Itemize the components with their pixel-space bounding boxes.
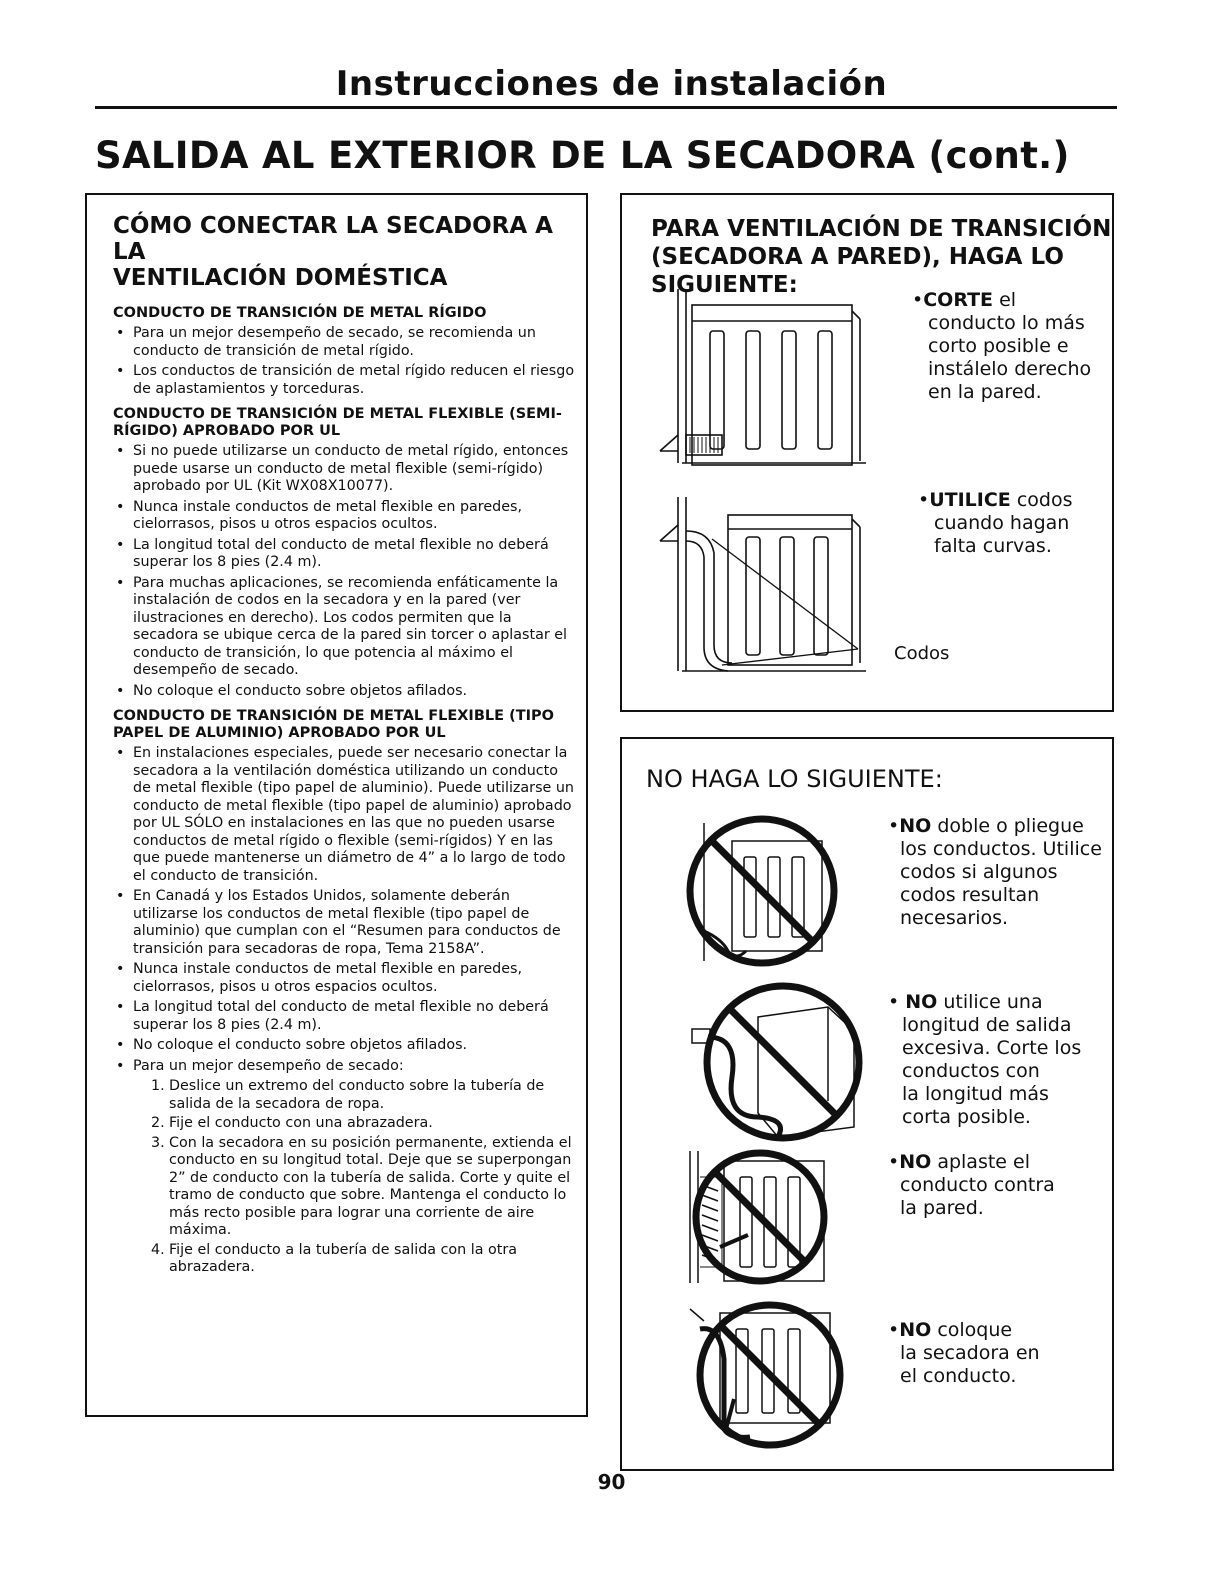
left-instructions-box xyxy=(85,193,588,1417)
step-item xyxy=(151,1135,576,1240)
rigid-heading: CONDUCTO DE TRANSICIÓN DE METAL RÍGIDO xyxy=(113,305,487,321)
note-text: el xyxy=(993,289,1017,311)
note-text: utilice una xyxy=(937,991,1043,1013)
note-text: codos xyxy=(1010,489,1073,511)
page-header-title: Instrucciones de instalación xyxy=(335,64,888,104)
use-elbows-note: •UTILICE codos cuando hagan falta curvas. xyxy=(918,489,1073,557)
list-item: • La longitud total del conducto de metal flexible no deberá superar los 8 pies (2.4 m). xyxy=(113,999,576,1034)
section-title: SALIDA AL EXTERIOR DE LA SECADORA (cont.) xyxy=(95,134,1070,177)
note-text: los conductos. Utilice xyxy=(900,838,1102,860)
note-text: instálelo derecho xyxy=(928,358,1092,380)
note-text: conducto contra xyxy=(900,1174,1055,1196)
page-number: 90 xyxy=(597,1470,626,1494)
dryer-elbows-illustration xyxy=(656,495,896,675)
note-text: excesiva. Corte los xyxy=(902,1037,1082,1059)
do-not-title: NO HAGA LO SIGUIENTE: xyxy=(646,765,943,793)
note-text: conducto lo más xyxy=(928,312,1085,334)
flexible-semi-list xyxy=(113,443,576,700)
no-kink-note: •NO doble o pliegue los conductos. Utilice codos si algunos codos resultan necesarios. xyxy=(888,815,1102,929)
list-item: • La longitud total del conducto de metal flexible no deberá superar los 8 pies (2.4 m). xyxy=(113,537,576,572)
note-keyword: CORTE xyxy=(923,289,994,311)
note-text: la pared. xyxy=(900,1197,984,1219)
no-dryer-on-duct-illustration xyxy=(680,1299,850,1449)
flexible-foil-heading: CONDUCTO DE TRANSICIÓN DE METAL FLEXIBLE (TIPO PAPEL DE ALUMINIO) APROBADO POR UL xyxy=(113,708,554,741)
note-text: conductos con xyxy=(902,1060,1040,1082)
note-text: codos si algunos xyxy=(900,861,1058,883)
note-text: cuando hagan xyxy=(934,512,1070,534)
list-item: • Los conductos de transición de metal rígido reducen el riesgo de aplastamientos y torceduras. xyxy=(113,363,576,398)
list-item: • No coloque el conducto sobre objetos afilados. xyxy=(113,683,576,701)
steps-list xyxy=(113,1078,576,1277)
no-excess-length-illustration xyxy=(668,977,878,1147)
no-crush-note: •NO aplaste el conducto contra la pared. xyxy=(888,1151,1055,1219)
note-keyword: UTILICE xyxy=(929,489,1011,511)
list-item: • Si no puede utilizarse un conducto de metal rígido, entonces puede usarse un conducto de metal flexible (semi-rígido) aprobado por UL (Kit WX08X10077). xyxy=(113,443,576,496)
list-item: • No coloque el conducto sobre objetos afilados. xyxy=(113,1037,576,1055)
note-text: la longitud más xyxy=(902,1083,1049,1105)
step-text: Fije el conducto con una abrazadera. xyxy=(169,1115,433,1131)
list-item: • Nunca instale conductos de metal flexible en paredes, cielorrasos, pisos u otros espacios ocultos. xyxy=(113,961,576,996)
note-text: en la pared. xyxy=(928,381,1042,403)
note-text: el conducto. xyxy=(900,1365,1017,1387)
dryer-straight-duct-illustration xyxy=(656,285,876,471)
list-item: • Nunca instale conductos de metal flexible en paredes, cielorrasos, pisos u otros espacios ocultos. xyxy=(113,499,576,534)
no-crush-illustration xyxy=(684,1147,844,1287)
transition-title-line1: PARA VENTILACIÓN DE TRANSICIÓN xyxy=(651,216,1112,242)
no-dryer-on-duct-note: •NO coloque la secadora en el conducto. xyxy=(888,1319,1040,1387)
rigid-list xyxy=(113,325,576,398)
step-item xyxy=(151,1078,576,1113)
codos-label: Codos xyxy=(894,643,950,664)
flexible-semi-heading: CONDUCTO DE TRANSICIÓN DE METAL FLEXIBLE (SEMI-RÍGIDO) APROBADO POR UL xyxy=(113,406,562,439)
note-keyword: NO xyxy=(899,1319,932,1341)
do-not-box xyxy=(620,737,1114,1471)
list-item: • Para un mejor desempeño de secado: xyxy=(113,1058,576,1076)
step-item xyxy=(151,1115,576,1133)
step-number: 2. xyxy=(151,1115,165,1131)
note-text: necesarios. xyxy=(900,907,1009,929)
no-excess-length-note: • NO utilice una longitud de salida excesiva. Corte los conductos con la longitud más corta posible. xyxy=(888,991,1082,1128)
list-item: • En instalaciones especiales, puede ser necesario conectar la secadora a la ventilación doméstica utilizando un conducto de metal flexible (tipo papel de aluminio). Puede utilizarse un conducto de metal flexible (tipo papel de aluminio) aprobado por UL SÓLO en instalaciones en las que no pueden usarse conductos de metal rígido o flexible (semi-rígidos) Y en las que puede mantenerse un diámetro de 4” a lo largo de todo el conducto de transición. xyxy=(113,745,576,885)
step-text: Con la secadora en su posición permanente, extienda el conducto en su longitud total. Deje que se superpongan 2” de conducto con la tubería de salida. Corte y quite el tramo de conducto que sobre. Mantenga el conducto lo más recto posible para lograr una corriente de aire máxima. xyxy=(169,1134,572,1238)
header-rule xyxy=(95,106,1117,109)
step-number: 1. xyxy=(151,1078,165,1094)
note-keyword: NO xyxy=(905,991,938,1013)
step-item xyxy=(151,1242,576,1277)
cut-duct-note: •CORTE el conducto lo más corto posible e instálelo derecho en la pared. xyxy=(912,289,1092,403)
list-item: • Para un mejor desempeño de secado, se recomienda un conducto de transición de metal rígido. xyxy=(113,325,576,360)
step-number: 4. xyxy=(151,1241,165,1258)
note-text: longitud de salida xyxy=(902,1014,1072,1036)
step-text: Fije el conducto a la tubería de salida con la otra abrazadera. xyxy=(169,1241,518,1275)
left-title-line1: CÓMO CONECTAR LA SECADORA A LA xyxy=(113,213,553,265)
note-text: coloque xyxy=(931,1319,1013,1341)
no-kink-illustration xyxy=(682,811,842,971)
note-text: aplaste el xyxy=(931,1151,1030,1173)
left-box-title xyxy=(113,213,576,291)
note-keyword: NO xyxy=(899,1151,932,1173)
note-text: doble o pliegue xyxy=(931,815,1084,837)
step-number: 3. xyxy=(151,1134,165,1151)
list-item: • Para muchas aplicaciones, se recomienda enfáticamente la instalación de codos en la secadora y en la pared (ver ilustraciones en derecho). Los codos permiten que la secadora se ubique cerca de la pared sin torcer o aplastar el conducto de transición, lo que potencia al máximo el desempeño de secado. xyxy=(113,575,576,680)
note-keyword: NO xyxy=(899,815,932,837)
note-text: la secadora en xyxy=(900,1342,1040,1364)
note-text: corto posible e xyxy=(928,335,1069,357)
step-text: Deslice un extremo del conducto sobre la tubería de salida de la secadora de ropa. xyxy=(169,1078,545,1112)
flexible-foil-list xyxy=(113,745,576,1075)
note-text: codos resultan xyxy=(900,884,1040,906)
left-title-line2: VENTILACIÓN DOMÉSTICA xyxy=(113,265,448,291)
list-item: • En Canadá y los Estados Unidos, solamente deberán utilizarse los conductos de metal flexible (tipo papel de aluminio) que cumplan con el “Resumen para conductos de transición para secadoras de ropa, Tema 2158A”. xyxy=(113,888,576,958)
note-text: falta curvas. xyxy=(934,535,1052,557)
transition-title-line2: (SECADORA A PARED), HAGA LO SIGUIENTE: xyxy=(651,244,1064,298)
transition-vent-box xyxy=(620,193,1114,712)
note-text: corta posible. xyxy=(902,1106,1031,1128)
